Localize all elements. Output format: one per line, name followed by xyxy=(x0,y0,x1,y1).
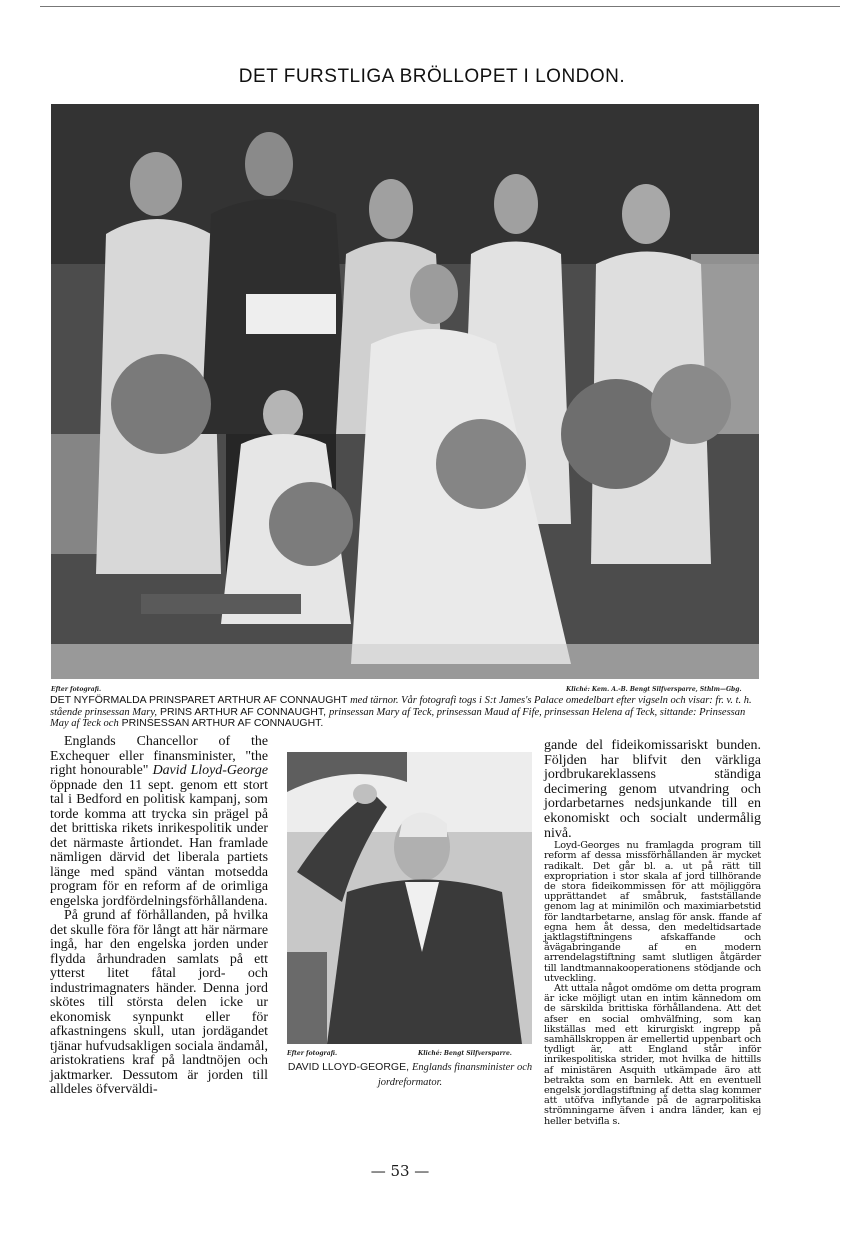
page-number: — 53 — xyxy=(370,1162,430,1180)
paragraph-text: Englands Chancellor of the Exchequer eller finansminister, "the right honourable" xyxy=(50,734,268,778)
article-paragraph: Att uttala något omdöme om detta program är icke möjligt utan en intim kännedom om de särskilda brittiska förhållandena. Att det afser en social omhvälfning, som kan likställas med ett kirurgiskt ingrepp på samhällskroppen är emellertid uppenbart och tydligt är, att England står inför inrikespolitiska strider, mot hvilka de hittills af ministären Asquith utkämpade äro att betrakta som en barnlek. Att en eventuell engelsk jordlagstiftning af detta slag kommer att utöfva inflytande på de agrarpolitiska strömningarne äfven i andra länder, kan ej heller betvifla s. xyxy=(544,983,761,1127)
caption-prince: PRINS ARTHUR AF CONNAUGHT, xyxy=(159,705,327,718)
person-name: David Lloyd-George xyxy=(152,763,268,778)
caption-couple: DET NYFÖRMALDA PRINSPARET ARTHUR AF CONNAUGHT xyxy=(50,694,348,706)
lloyd-caption-description: Englands finansminister och jordreformator. xyxy=(377,1062,533,1088)
page-title: DET FURSTLIGA BRÖLLOPET I LONDON. xyxy=(238,66,626,87)
caption-persons: prinsessan Mary af Teck, prinsessan Maud af Fife, prinsessan Helena af Teck, sittande: Prinsessan May af Teck och xyxy=(50,706,746,729)
top-rule xyxy=(40,6,840,7)
article-paragraph: På grund af förhållanden, på hvilka det skulle föra för långt att här närmare ingå, har den engelska jorden under flydda århundraden samlats på ett ytterst litet fåtal jord- och industrimagnaters händer. Denna jord skötes till största delen icke ur ekonomisk synpunkt eller för afkastningens skull, utan jordägandet tjänar hufvudsakligen sociala ändamål, aristokratiens kraf på landtnöjen och jaktmarker. Dessutom är jorden till alldeles öfverväldi- xyxy=(50,908,268,1097)
article-column-right xyxy=(544,739,761,1127)
wedding-photo-caption xyxy=(50,695,762,730)
lloyd-photo-caption xyxy=(280,1060,540,1090)
lloyd-george-photo-drawing xyxy=(287,752,532,1044)
lloyd-photo-credit-right: Kliché: Bengt Silfversparre. xyxy=(418,1050,512,1057)
wedding-photo-drawing xyxy=(51,104,759,679)
lloyd-george-photo xyxy=(287,752,532,1044)
lloyd-photo-credit-left: Efter fotografi. xyxy=(287,1050,338,1057)
wedding-photo-credit-left: Efter fotografi. xyxy=(51,686,102,693)
paragraph-text: öppnade den 11 sept. genom ett stort tal i Bedford en politisk kampanj, som torde komma att trycka sin prägel på det brittiska rikets inrikespolitik under det närmaste årtiondet. Han framlade nämligen därvid det liberala partiets länge med spänd väntan motsedda program för en reform af de orimliga engelska jordfördelningsförhållandena. xyxy=(50,777,268,909)
wedding-photo xyxy=(51,104,759,679)
article-paragraph xyxy=(50,735,268,909)
lloyd-caption-name: DAVID LLOYD-GEORGE, xyxy=(287,1061,410,1073)
caption-description: med tärnor. Vår fotografi togs i S:t James's Palace omedelbart efter vigseln och visar: fr. v. t. h. stående prinsessan Mary, xyxy=(50,695,752,718)
article-paragraph: Loyd-Georges nu framlagda program till reform af dessa missförhållanden är mycket radikalt. Det går bl. a. ut på rätt till expropriation i stor skala af jord tillhörande de stora fideikommissen för att möjliggöra upprättandet af småbruk, fastställande genom lag at minimilön och maximiarbetstid för landtarbetarne, anslag för ansk. ffande af egna hem åt dessa, den medeltidsartade jaktlagstiftningens afskaffande och åvägabringande af en modern arrendelagstiftning samt slutligen åtgärder till landtmannakooperationens stödjande och utveckling. xyxy=(544,840,761,984)
caption-princess: PRINSESSAN ARTHUR AF CONNAUGHT. xyxy=(121,717,324,729)
article-paragraph: gande del fideikomissariskt bunden. Följden har blifvit den värkliga jordbrukareklassens ständiga decimering genom utvandring och jordarbetarnes nedsjunkande till en ekonomiskt och socialt undermålig nivå. xyxy=(544,738,761,841)
wedding-photo-credit-right: Kliché: Kem. A.-B. Bengt Silfversparre, Sthlm—Gbg. xyxy=(566,686,742,693)
article-column-left xyxy=(50,735,268,1098)
